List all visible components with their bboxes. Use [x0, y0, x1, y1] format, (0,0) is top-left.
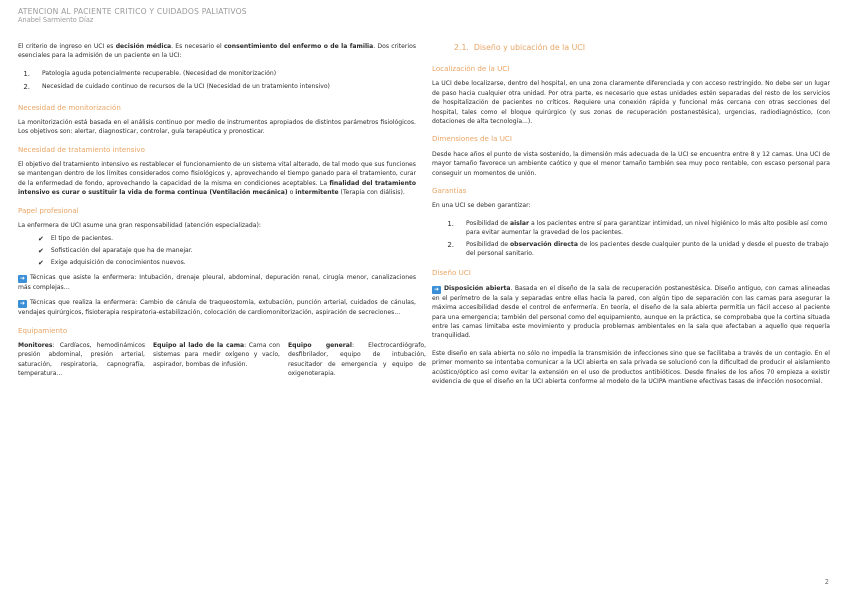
arrow-right-icon: ➜ [19, 300, 26, 308]
section-title-monitoring: Necesidad de monitorización [18, 102, 121, 112]
section-title-treatment: Necesidad de tratamiento intensivo [18, 144, 145, 154]
section-title-location: Localización de la UCI [432, 64, 510, 74]
list-item: 2. Posibilidad de observación directa de los pacientes desde cualquier punto de la unidad y desde el puesto de trabajo del personal sanitario. [447, 240, 829, 257]
design-closing-paragraph: Este diseño en sala abierta no sólo no impedía la transmisión de infecciones sino que se facilitaba a través de un contagio. En el primer momento se intentaba comunicar a la UCI abierta en sala privada se solucionó con la dificultad de producir el aislamiento acústico/óptico así como evitar la extensión en el uso de productos antibióticos. Desde finales de los años 70 empieza a existir evidencia de que el diseño en la UCI abierta conforme al modelo de la UCIPA mantiene efectivas tasas de infección nosocomial. [432, 349, 830, 386]
perform-techniques-paragraph: ➜ Técnicas que realiza la enfermera: Cambio de cánula de traqueostomía, extubación, punción arterial, cuidados de cánulas, vendajes quirúrgicos, fisioterapia respiratoria-estabilización, colocación de cardiomonitorización, aspiración de secreciones... [18, 299, 416, 317]
intro-bold-consent: consentimiento del enfermo o de la familia [223, 43, 374, 50]
check-icon: ✔ [38, 247, 44, 256]
page-number: 2 [824, 577, 829, 586]
intro-paragraph: El criterio de ingreso en UCI es decisión médica. Es necesario el consentimiento del enfermo o de la familia. Dos criterios esenciales para la admisión de un paciente en la UCI: [18, 43, 416, 60]
location-paragraph: La UCI debe localizarse, dentro del hospital, en una zona claramente diferenciada y con acceso restringido. No debe ser un lugar de paso hacia cualquier otra unidad. Por otra parte, es necesario que estas unidades estén separadas del resto de los servicios de hospitalización de pacientes no críticos. Requiere una conexión rápida y funcional más cercana con otras secciones del hospital, tales como el bloque quirúrgico (y sus zonas de recuperación postanestésica), urgencias, radiodiagnóstico, (con dotaciones de alta tecnología...). [432, 80, 830, 126]
list-item: ✔ Sofisticación del aparataje que ha de manejar. [38, 247, 193, 256]
guarantees-list [432, 219, 830, 259]
left-column [18, 42, 427, 379]
subsection-heading: 2.1. Diseño y ubicación de la UCI [454, 43, 586, 52]
check-icon: ✔ [38, 235, 44, 244]
list-item: ✔ Exige adquisición de conocimientos nuevos. [38, 258, 186, 267]
equipment-bedside: Equipo al lado de la cama: Cama con sistemas para medir oxígeno y vacío, aspirador, bombas de infusión. [153, 341, 280, 368]
monitoring-paragraph: La monitorización está basada en el análisis continuo por medio de instrumentos apropiados de distintos parámetros fisiológicos. Los objetivos son: alertar, diagnosticar, controlar, guía terapéutica y pronosticar. [18, 118, 416, 136]
section-title-role: Papel profesional [18, 205, 79, 215]
role-intro: La enfermera de UCI asume una gran responsabilidad (atención especializada): [18, 221, 261, 229]
role-checklist [38, 234, 416, 269]
equipment-general: Equipo general: Electrocardiógrafo, desfibrilador, equipo de intubación, resucitador de emergencia y equipo de oxigenoterapia. [288, 341, 427, 378]
guarantees-intro: En una UCI se deben garantizar: [432, 202, 531, 210]
check-icon: ✔ [38, 258, 44, 267]
design-open-paragraph: ➜ Disposición abierta. Basada en el diseño de la sala de recuperación postanestésica. Diseño antiguo, con camas alineadas en el perímetro de la sala y separadas entre ellas hacia la pared, con algún tipo de separación con las camas para asegurar la máxima accesibilidad desde el control de enfermería. En teoría, el diseño de la sala abierta permitía un fácil acceso al paciente para una emergencia; también del personal como del equipamiento, aunque en la práctica, se comprobaba que la cortina situada entre las camas limitaba este movimiento y producía problemas ambientales en la sala que afectaban a aquello que requería tranquilidad. [432, 284, 830, 340]
equipment-monitors: Monitores: Cardíacos, hemodinámicos presión abdominal, presión arterial, saturación, respiratoria, capnografía, temperatura... [18, 341, 145, 378]
section-title-dimensions: Dimensiones de la UCI [432, 134, 512, 144]
assist-techniques-paragraph: ➜ Técnicas que asiste la enfermera: Intubación, drenaje pleural, abdominal, depuración renal, cirugía menor, canalizaciones más complejas… [18, 273, 416, 291]
right-column [432, 42, 830, 395]
arrow-right-icon: ➜ [19, 274, 26, 282]
list-item: 1. Patología aguda potencialmente recuperable. (Necesidad de monitorización) [23, 69, 277, 78]
document-author: Anabel Sarmiento Díaz [18, 16, 94, 25]
list-item: 2. Necesidad de cuidado continuo de recursos de la UCI (Necesidad de un tratamiento intensivo) [23, 82, 330, 91]
document-header [18, 7, 247, 25]
document-title: ATENCION AL PACIENTE CRITICO Y CUIDADOS PALIATIVOS [18, 7, 247, 16]
intro-bold-decision: decisión médica [115, 43, 172, 50]
treatment-paragraph: El objetivo del tratamiento intensivo es restablecer el funcionamiento de un sistema vital alterado, de tal modo que sus funciones se mantengan dentro de los límites considerados como fisiológicos y, aprovechando el tiempo ganado para el tratamiento, curar de la enfermedad de fondo, aprovechando la capacidad de la misma en condiciones aceptables. La finalidad del tratamiento intensivo es curar o sustituir la vida de forma continua (Ventilación mecánica) o intermitente (Terapia con diálisis). [18, 160, 417, 197]
admission-criteria-list [18, 69, 416, 93]
list-item: ✔ El tipo de pacientes. [38, 235, 114, 244]
arrow-right-icon: ➜ [433, 285, 440, 293]
dimensions-paragraph: Desde hace años el punto de vista sostenido, la dimensión más adecuada de la UCI se encuentra entre 8 y 12 camas. Una UCI de mayor tamaño favorece un ambiente caótico y que el menor tamaño también sea muy poco rentable, con escaso personal para conseguir un momentos de unión. [432, 150, 830, 177]
equipment-grid [18, 341, 427, 379]
list-item: 1. Posibilidad de aislar a los pacientes entre sí para garantizar intimidad, un nivel higiénico lo más alto posible así como para evitar aumentar la gravedad de los pacientes. [447, 219, 828, 237]
section-title-design: Diseño UCI [432, 268, 471, 278]
section-title-equipment: Equipamiento [18, 325, 68, 335]
section-title-guarantees: Garantías [432, 186, 467, 196]
